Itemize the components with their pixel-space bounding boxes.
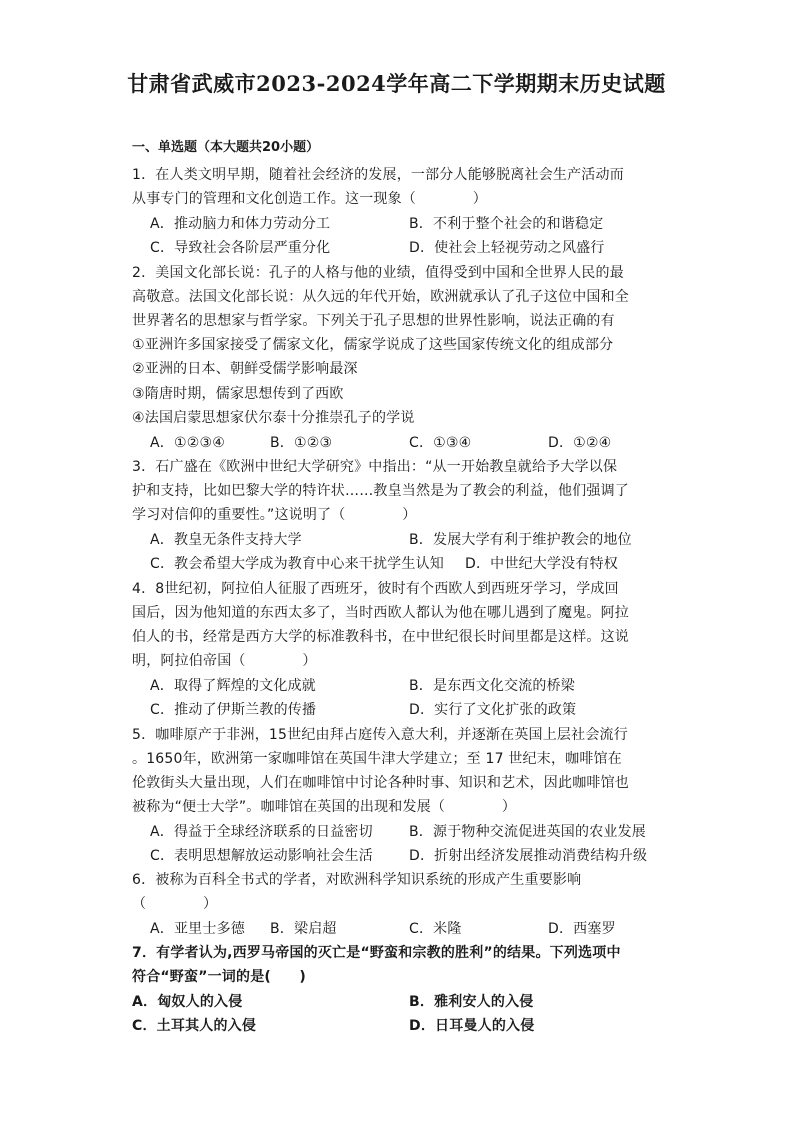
q4-option-b[interactable]: B．是东西文化交流的桥梁 xyxy=(409,678,576,694)
q4-line-4: 明，阿拉伯帝国（ ） xyxy=(132,653,317,669)
q1-option-d[interactable]: D．使社会上轻视劳动之风盛行 xyxy=(409,240,605,256)
q5-option-c[interactable]: C．表明思想解放运动影响社会生活 xyxy=(150,848,373,864)
q6-option-d[interactable]: D．西塞罗 xyxy=(548,921,616,937)
q2-option-b[interactable]: B．①②③ xyxy=(270,435,333,451)
q7-option-d[interactable]: D．日耳曼人的入侵 xyxy=(409,1018,535,1034)
q2-line-1: 2．美国文化部长说：孔子的人格与他的业绩，值得受到中国和全世界人民的最 xyxy=(132,265,624,281)
q6-option-b[interactable]: B．梁启超 xyxy=(270,921,337,937)
q3-option-a[interactable]: A．教皇无条件支持大学 xyxy=(150,532,302,548)
q7-line-2: 符合“野蛮”一词的是( ) xyxy=(132,969,306,985)
section-heading: 一、单选题（本大题共20小题） xyxy=(132,140,320,155)
q1-line-1: 1．在人类文明早期，随着社会经济的发展，一部分人能够脱离社会生产活动而 xyxy=(132,167,624,183)
q7-option-a[interactable]: A．匈奴人的入侵 xyxy=(132,994,243,1010)
q1-option-a[interactable]: A．推动脑力和体力劳动分工 xyxy=(150,216,331,232)
q7-option-b[interactable]: B．雅利安人的入侵 xyxy=(409,994,534,1010)
q1-option-b[interactable]: B．不利于整个社会的和谐稳定 xyxy=(409,216,604,232)
q2-line-4: ①亚洲许多国家接受了儒家文化，儒家学说成了这些国家传统文化的组成部分 xyxy=(132,337,614,353)
q4-option-a[interactable]: A．取得了辉煌的文化成就 xyxy=(150,678,316,694)
q6-option-c[interactable]: C．米隆 xyxy=(409,921,462,937)
q4-line-3: 伯人的书，经常是西方大学的标准教科书，在中世纪很长时间里都是这样。这说 xyxy=(132,629,629,645)
q2-line-6: ③隋唐时期，儒家思想传到了西欧 xyxy=(132,386,344,402)
q4-line-2: 国后，因为他知道的东西太多了，当时西欧人都认为他在哪儿遇到了魔鬼。阿拉 xyxy=(132,605,629,621)
q3-option-b[interactable]: B．发展大学有利于维护教会的地位 xyxy=(409,532,632,548)
q7-option-c[interactable]: C．土耳其人的入侵 xyxy=(132,1018,257,1034)
q4-option-d[interactable]: D．实行了文化扩张的政策 xyxy=(409,702,577,718)
page-title: 甘肃省武威市2023-2024学年高二下学期期末历史试题 xyxy=(127,71,666,96)
q6-option-a[interactable]: A．亚里士多德 xyxy=(150,921,245,937)
q3-line-2: 护和支持，比如巴黎大学的特许状……教皇当然是为了教会的利益，他们强调了 xyxy=(132,483,629,499)
q5-line-2: 。1650年，欧洲第一家咖啡馆在英国牛津大学建立；至 17 世纪末，咖啡馆在 xyxy=(132,751,622,767)
q2-line-2: 高敬意。法国文化部长说：从久远的年代开始，欧洲就承认了孔子这位中国和全 xyxy=(132,289,629,305)
q3-line-1: 3．石广盛在《欧洲中世纪大学研究》中指出：“从一开始教皇就给予大学以保 xyxy=(132,459,618,475)
q5-option-a[interactable]: A．得益于全球经济联系的日益密切 xyxy=(150,824,373,840)
q1-option-c[interactable]: C．导致社会各阶层严重分化 xyxy=(150,240,331,256)
q2-option-d[interactable]: D．①②④ xyxy=(548,435,612,451)
q1-line-2: 从事专门的管理和文化创造工作。这一现象（ ） xyxy=(132,191,487,207)
q5-line-4: 被称为“便士大学”。咖啡馆在英国的出现和发展（ ） xyxy=(132,799,517,815)
q5-option-b[interactable]: B．源于物种交流促进英国的农业发展 xyxy=(409,824,647,840)
q2-line-5: ②亚洲的日本、朝鲜受儒学影响最深 xyxy=(132,361,358,377)
q6-line-1: 6．被称为百科全书式的学者，对欧洲科学知识系统的形成产生重要影响 xyxy=(132,872,582,888)
q3-option-d[interactable]: D．中世纪大学没有特权 xyxy=(465,556,618,572)
q2-option-a[interactable]: A．①②③④ xyxy=(150,435,225,451)
q2-line-3: 世界著名的思想家与哲学家。下列关于孔子思想的世界性影响，说法正确的有 xyxy=(132,313,615,329)
q4-line-1: 4．8世纪初，阿拉伯人征服了西班牙，彼时有个西欧人到西班牙学习，学成回 xyxy=(132,581,619,597)
q4-option-c[interactable]: C．推动了伊斯兰教的传播 xyxy=(150,702,317,718)
q5-line-1: 5．咖啡原产于非洲，15世纪由拜占庭传入意大利，并逐渐在英国上层社会流行 xyxy=(132,727,628,743)
q2-line-7: ④法国启蒙思想家伏尔泰十分推崇孔子的学说 xyxy=(132,410,415,426)
q5-line-3: 伦敦街头大量出现，人们在咖啡馆中讨论各种时事、知识和艺术，因此咖啡馆也 xyxy=(132,775,629,791)
q2-option-c[interactable]: C．①③④ xyxy=(409,435,472,451)
q5-option-d[interactable]: D．折射出经济发展推动消费结构升级 xyxy=(409,848,648,864)
q7-line-1: 7．有学者认为,西罗马帝国的灭亡是“野蛮和宗教的胜利”的结果。下列选项中 xyxy=(132,945,621,961)
q3-line-3: 学习对信仰的重要性。”这说明了（ ） xyxy=(132,507,417,523)
q3-option-c[interactable]: C．教会希望大学成为教育中心来干扰学生认知 xyxy=(150,556,444,572)
q6-line-2: （ ） xyxy=(132,896,218,912)
